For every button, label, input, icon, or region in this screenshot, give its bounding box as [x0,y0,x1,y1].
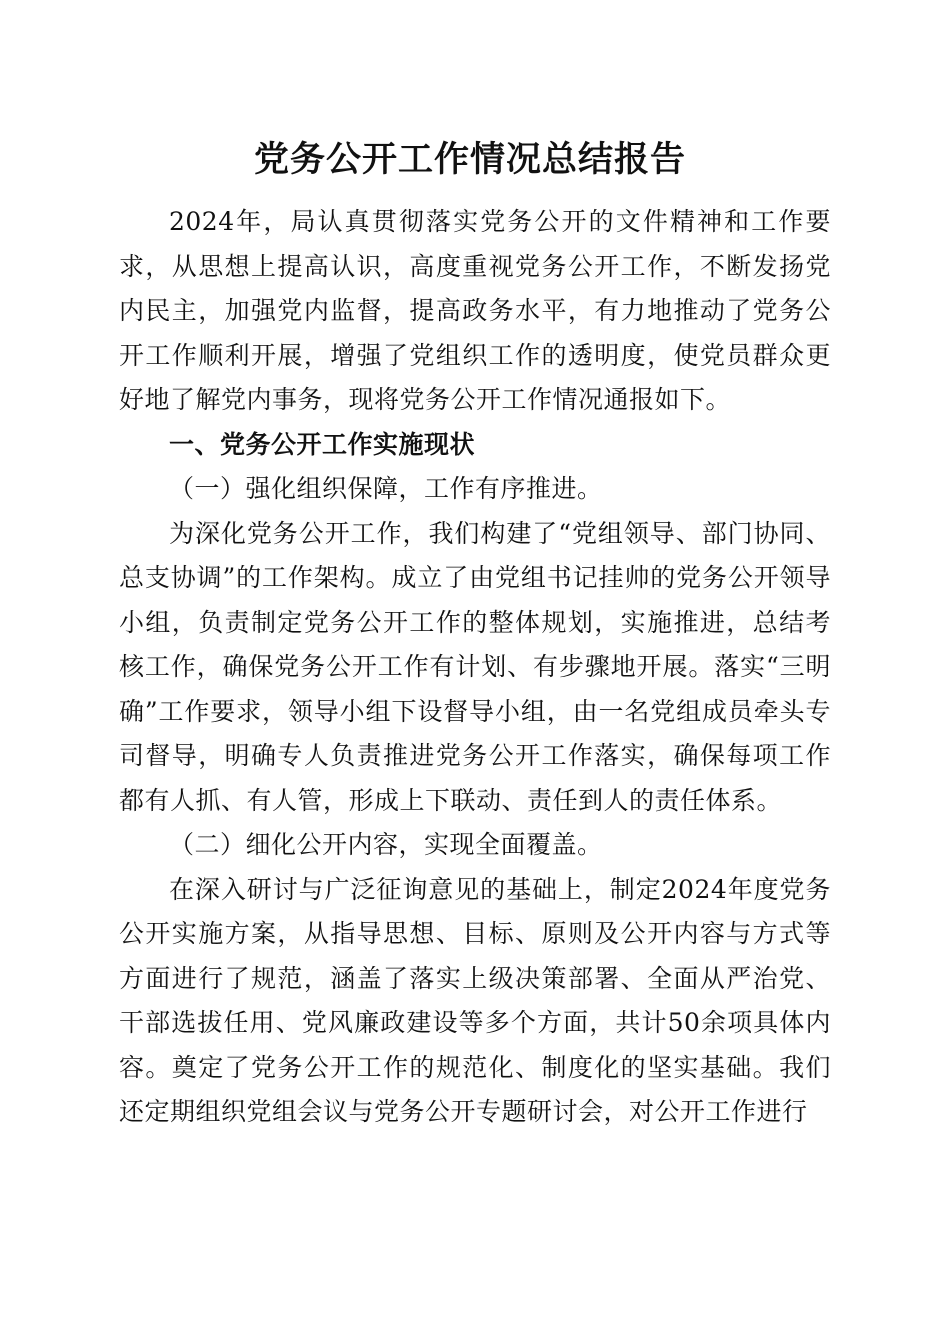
document-body [119,200,831,1135]
subsection-paragraph-2: 在深入研讨与广泛征询意见的基础上，制定2024年度党务公开实施方案，从指导思想、目标、原则及公开内容与方式等方面进行了规范，涵盖了落实上级决策部署、全面从严治党、干部选拔任用、党风廉政建设等多个方面，共计50余项具体内容。奠定了党务公开工作的规范化、制度化的坚实基础。我们还定期组织党组会议与党务公开专题研讨会，对公开工作进行 [119,874,831,1126]
subsection-paragraph-1: 为深化党务公开工作，我们构建了“党组领导、部门协同、总支协调”的工作架构。成立了由党组书记挂帅的党务公开领导小组，负责制定党务公开工作的整体规划，实施推进，总结考核工作，确保党务公开工作有计划、有步骤地开展。落实“三明确”工作要求，领导小组下设督导小组，由一名党组成员牵头专司督导，明确专人负责推进党务公开工作落实，确保每项工作都有人抓、有人管，形成上下联动、责任到人的责任体系。 [119,518,831,815]
subsection-heading-1: （一）强化组织保障，工作有序推进。 [169,474,603,503]
document-title: 党务公开工作情况总结报告 [253,139,686,180]
subsection-heading-2: （二）细化公开内容，实现全面覆盖。 [169,830,603,859]
intro-paragraph: 2024年，局认真贯彻落实党务公开的文件精神和工作要求，从思想上提高认识，高度重视党务公开工作，不断发扬党内民主，加强党内监督，提高政务水平，有力地推动了党务公开工作顺利开展，增强了党组织工作的透明度，使党员群众更好地了解党内事务，现将党务公开工作情况通报如下。 [119,207,831,414]
section-heading: 一、党务公开工作实施现状 [169,429,476,459]
